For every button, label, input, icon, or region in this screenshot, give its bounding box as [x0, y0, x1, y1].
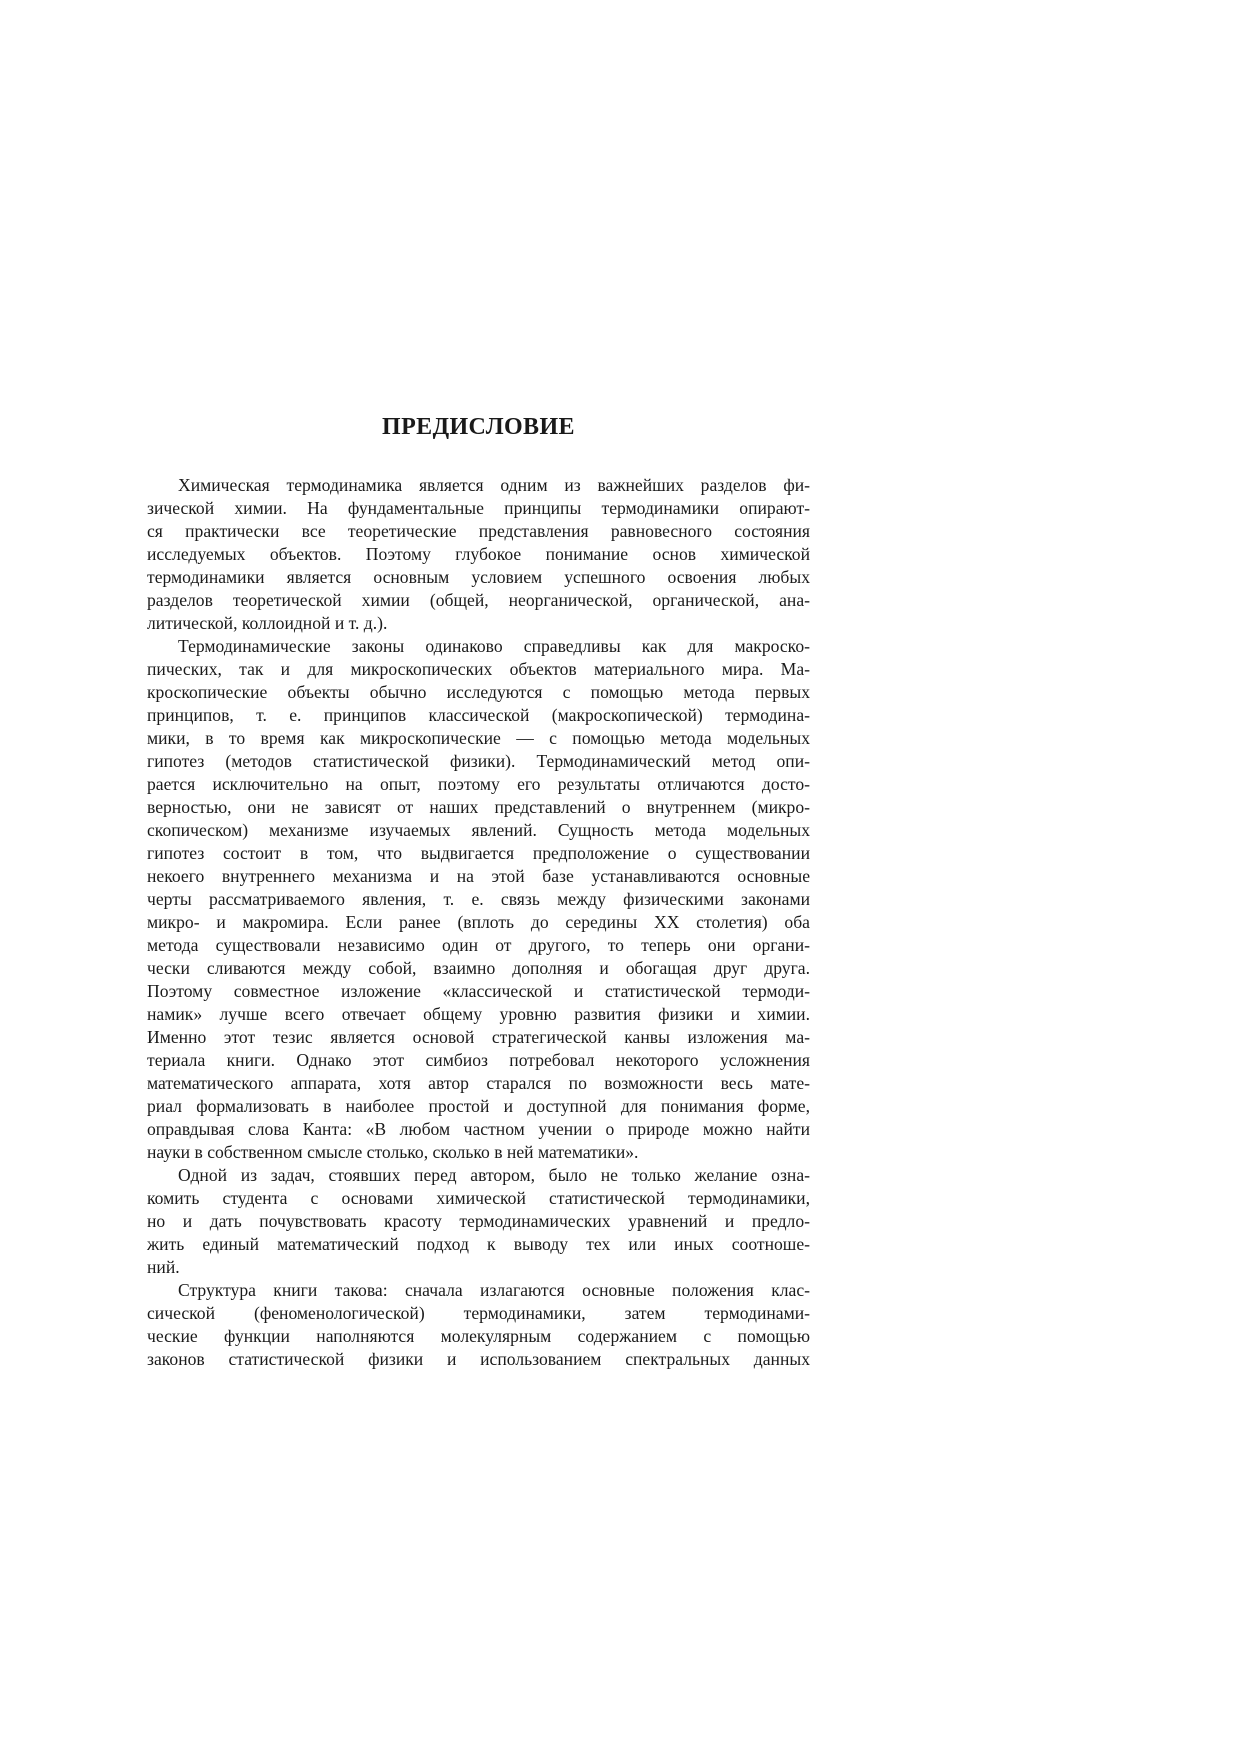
paragraph-3	[147, 1164, 810, 1279]
paragraph-2	[147, 635, 810, 1164]
text-line: мики, в то время как микроскопические — с помощью метода модельных	[147, 728, 810, 748]
text-line: Именно этот тезис является основой стратегической канвы изложения ма-	[147, 1027, 810, 1047]
body-text	[147, 474, 810, 1371]
text-line: Химическая термодинамика является одним из важнейших разделов фи-	[178, 475, 810, 495]
text-line: микро- и макромира. Если ранее (вплоть до середины XX столетия) оба	[147, 912, 810, 932]
text-line: Одной из задач, стоявших перед автором, было не только желание озна-	[178, 1165, 810, 1185]
text-line: принципов, т. е. принципов классической (макроскопической) термодина-	[147, 705, 810, 725]
text-line: метода существовали независимо один от другого, то теперь они органи-	[147, 935, 810, 955]
text-line: верностью, они не зависят от наших представлений о внутреннем (микро-	[147, 797, 810, 817]
text-line: оправдывая слова Канта: «В любом частном учении о природе можно найти	[147, 1119, 810, 1139]
page-title: ПРЕДИСЛОВИЕ	[382, 414, 575, 440]
text-line: исследуемых объектов. Поэтому глубокое понимание основ химической	[147, 544, 810, 564]
paragraph-4	[147, 1279, 810, 1371]
text-line: кроскопические объекты обычно исследуются с помощью метода первых	[147, 682, 810, 702]
text-line: скопическом) механизме изучаемых явлений. Сущность метода модельных	[147, 820, 810, 840]
text-line: риал формализовать в наиболее простой и доступной для понимания форме,	[147, 1096, 810, 1116]
text-line: намик» лучше всего отвечает общему уровню развития физики и химии.	[147, 1004, 810, 1024]
text-line: термодинамики является основным условием успешного освоения любых	[147, 567, 810, 587]
text-line: черты рассматриваемого явления, т. е. связь между физическими законами	[147, 889, 810, 909]
text-line: некоего внутреннего механизма и на этой базе устанавливаются основные	[147, 866, 810, 886]
text-line: пических, так и для микроскопических объектов материального мира. Ма-	[147, 659, 810, 679]
text-line: разделов теоретической химии (общей, неорганической, органической, ана-	[147, 590, 810, 610]
text-line: но и дать почувствовать красоту термодинамических уравнений и предло-	[147, 1211, 810, 1231]
text-line: жить единый математический подход к выводу тех или иных соотноше-	[147, 1234, 810, 1254]
text-line: ся практически все теоретические представления равновесного состояния	[147, 521, 810, 541]
text-line: ческие функции наполняются молекулярным содержанием с помощью	[147, 1326, 810, 1346]
text-line: сической (феноменологической) термодинамики, затем термодинами-	[147, 1303, 810, 1323]
text-line: законов статистической физики и использованием спектральных данных	[147, 1349, 810, 1369]
text-line: Термодинамические законы одинаково справедливы как для макроско-	[178, 636, 810, 656]
text-line: териала книги. Однако этот симбиоз потребовал некоторого усложнения	[147, 1050, 810, 1070]
text-line: математического аппарата, хотя автор старался по возможности весь мате-	[147, 1073, 810, 1093]
text-line: гипотез (методов статистической физики). Термодинамический метод опи-	[147, 751, 810, 771]
text-line: рается исключительно на опыт, поэтому его результаты отличаются досто-	[147, 774, 810, 794]
text-line: зической химии. На фундаментальные принципы термодинамики опирают-	[147, 498, 810, 518]
text-line: Структура книги такова: сначала излагаются основные положения клас-	[178, 1280, 810, 1300]
text-line: гипотез состоит в том, что выдвигается предположение о существовании	[147, 843, 810, 863]
paragraph-1	[147, 474, 810, 635]
text-line: чески сливаются между собой, взаимно дополняя и обогащая друг друга.	[147, 958, 810, 978]
text-line: литической, коллоидной и т. д.).	[147, 613, 388, 633]
text-line: ний.	[147, 1257, 180, 1277]
text-line: науки в собственном смысле столько, сколько в ней математики».	[147, 1142, 639, 1162]
text-line: Поэтому совместное изложение «классической и статистической термоди-	[147, 981, 810, 1001]
text-line: комить студента с основами химической статистической термодинамики,	[147, 1188, 810, 1208]
